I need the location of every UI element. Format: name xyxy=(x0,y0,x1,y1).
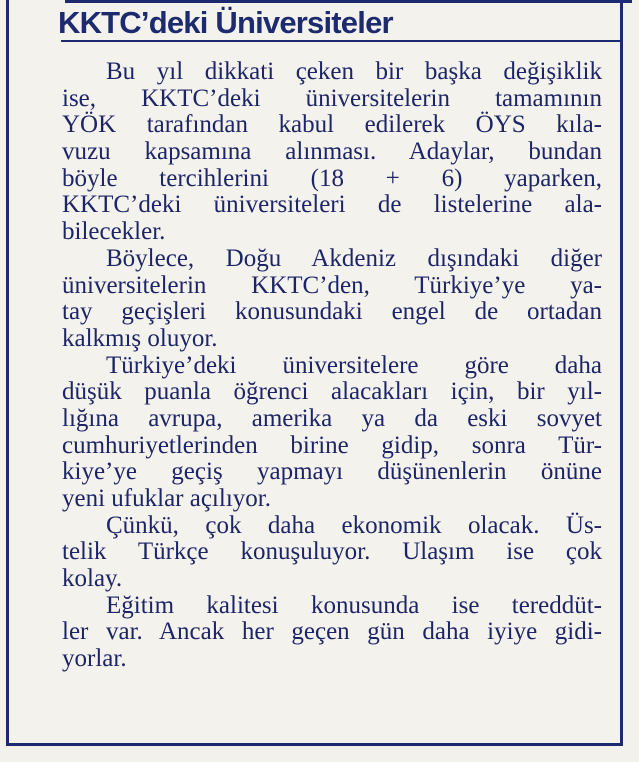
text-line: lığına avrupa, amerika ya da eski sovyet xyxy=(62,404,602,432)
paragraph-3 xyxy=(62,353,602,513)
text-line: YÖK tarafından kabul edilerek ÖYS kıla- xyxy=(62,111,602,139)
text-line: kalkmış oluyor. xyxy=(62,324,218,352)
text-line: ler var. Ancak her geçen gün daha iyiye gidi- xyxy=(62,618,602,646)
text-line: vuzu kapsamına alınması. Adaylar, bundan xyxy=(62,138,602,166)
text-line: Türkiye’deki üniversitelere göre daha xyxy=(106,351,602,379)
text-line: tay geçişleri konusundaki engel de ortadan xyxy=(62,298,602,326)
text-line: telik Türkçe konuşuluyor. Ulaşım ise çok xyxy=(62,538,602,566)
article-body xyxy=(62,59,602,673)
paragraph-4 xyxy=(62,513,602,593)
text-line: KKTC’deki üniversiteleri de listelerine ala- xyxy=(62,191,602,219)
text-line: kolay. xyxy=(62,565,123,593)
text-line: bilecekler. xyxy=(62,218,166,246)
text-line: Böylece, Doğu Akdeniz dışındaki diğer xyxy=(106,244,602,272)
article-frame xyxy=(6,0,623,746)
top-rule xyxy=(65,0,632,3)
text-line: böyle tercihlerini (18 + 6) yaparken, xyxy=(62,164,602,192)
paragraph-1 xyxy=(62,59,602,246)
text-line: ise, KKTC’deki üniversitelerin tamamının xyxy=(62,84,602,112)
paragraph-2 xyxy=(62,246,602,353)
text-line: üniversitelerin KKTC’den, Türkiye’ye ya- xyxy=(62,271,602,299)
article-headline: KKTC’deki Üniversiteler xyxy=(58,5,393,40)
text-line: Bu yıl dikkati çeken bir başka değişiklik xyxy=(106,58,602,85)
paragraph-5 xyxy=(62,593,602,673)
text-line: cumhuriyetlerinden birine gidip, sonra Tür- xyxy=(62,431,602,459)
text-line: Eğitim kalitesi konusunda ise tereddüt- xyxy=(106,591,602,619)
text-line: kiye’ye geçiş yapmayı düşünenlerin önüne xyxy=(62,458,602,486)
headline-underline xyxy=(61,40,622,42)
text-line: düşük puanla öğrenci alacakları için, bir yıl- xyxy=(62,378,602,406)
text-line: yorlar. xyxy=(62,645,127,673)
text-line: Çünkü, çok daha ekonomik olacak. Üs- xyxy=(106,511,602,539)
text-line: yeni ufuklar açılıyor. xyxy=(62,485,271,512)
